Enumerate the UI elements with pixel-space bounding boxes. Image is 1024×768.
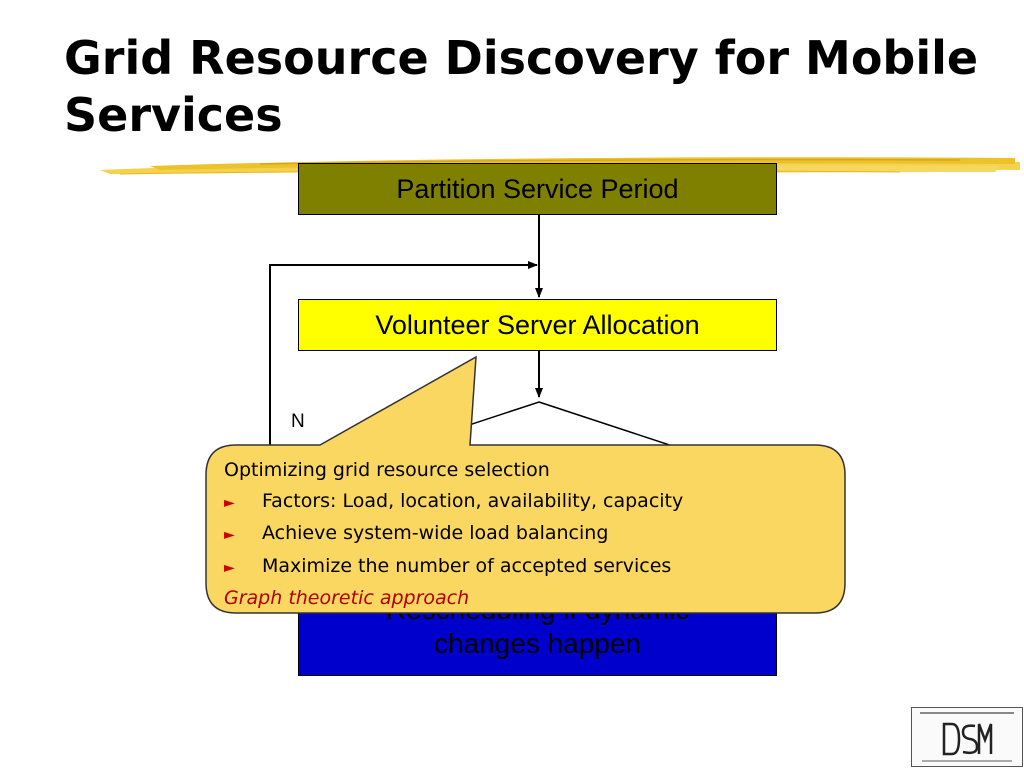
callout-heading: Optimizing grid resource selection [224, 459, 550, 481]
callout-bullet [224, 486, 824, 519]
triangle-right-icon: ► [224, 494, 235, 511]
reschedule-label-line2: changes happen [433, 628, 642, 659]
triangle-right-icon: ► [224, 559, 235, 576]
callout-bullet-text: Achieve system-wide load balancing [262, 522, 609, 544]
callout-bullet-text: Maximize the number of accepted services [262, 554, 672, 577]
dsm-logo-mark [942, 722, 994, 756]
callout-note: Graph theoretic approach [224, 587, 470, 609]
callout-bullet-text: Factors: Load, location, availability, capacity [262, 489, 684, 512]
callout-bullet [224, 551, 824, 584]
volunteer-label: Volunteer Server Allocation [375, 309, 700, 340]
logo-top-rule [920, 712, 1014, 714]
callout-content [224, 455, 824, 614]
partition-label: Partition Service Period [396, 173, 679, 204]
callout-bullet [224, 518, 824, 551]
triangle-right-icon: ► [224, 527, 235, 543]
slide-title: Grid Resource Discovery for Mobile Services [64, 31, 979, 142]
dsm-logo [911, 707, 1023, 767]
logo-bottom-rule [922, 760, 1012, 762]
decision-no-label: N [291, 411, 305, 432]
